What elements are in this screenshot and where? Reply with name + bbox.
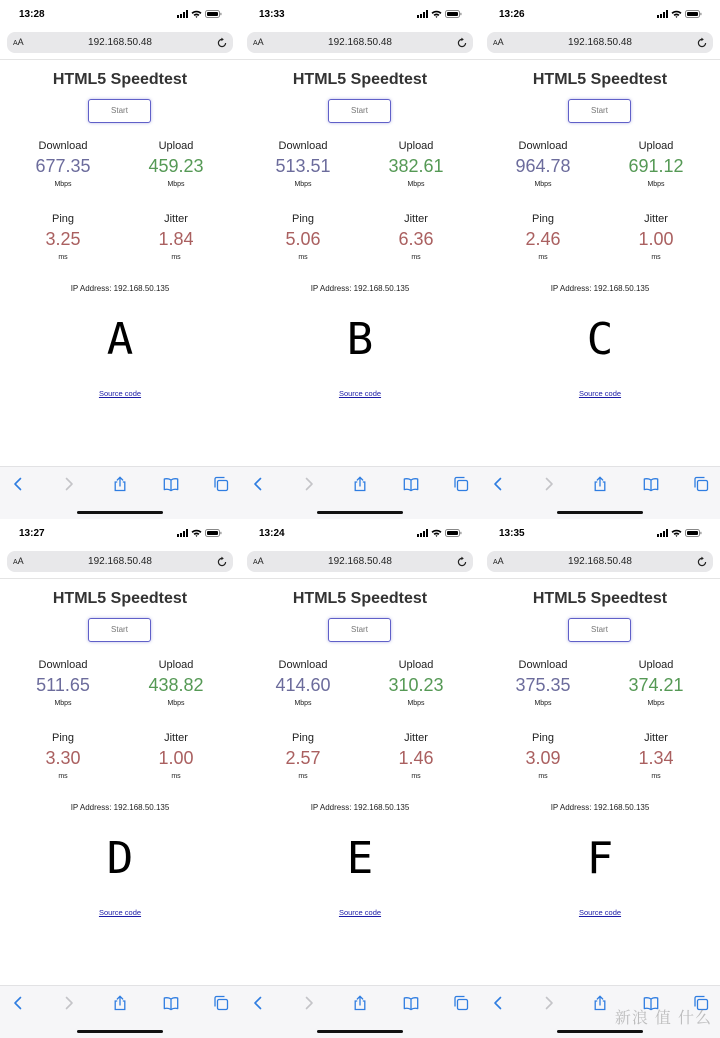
status-icons — [177, 529, 222, 537]
jitter-metric — [601, 213, 711, 262]
download-value: 964.78 — [515, 156, 571, 176]
download-value: 375.35 — [515, 675, 571, 695]
tabs-icon[interactable] — [213, 476, 229, 492]
header-divider — [480, 59, 720, 60]
status-bar — [480, 519, 720, 549]
status-icons — [417, 529, 462, 537]
download-label: Download — [518, 140, 568, 152]
url-text: 192.168.50.48 — [568, 556, 632, 567]
status-time: 13:33 — [259, 9, 285, 20]
upload-label: Upload — [638, 659, 674, 671]
signal-icon — [417, 10, 428, 18]
source-code-link[interactable]: Source code — [578, 908, 622, 917]
signal-icon — [657, 529, 668, 537]
start-button[interactable]: Start — [328, 618, 391, 642]
back-icon[interactable] — [490, 995, 506, 1011]
ping-unit: ms — [58, 773, 68, 780]
status-bar — [240, 519, 480, 549]
upload-unit: Mbps — [647, 181, 665, 188]
upload-unit: Mbps — [647, 700, 665, 707]
jitter-metric — [121, 213, 231, 262]
upload-metric — [361, 140, 471, 189]
tabs-icon[interactable] — [693, 476, 709, 492]
jitter-value: 6.36 — [398, 229, 434, 249]
status-time: 13:35 — [499, 528, 525, 539]
bookmarks-icon[interactable] — [163, 476, 179, 492]
panel-letter: F — [586, 833, 614, 884]
phone-screenshot-f — [480, 519, 720, 1038]
panel-letter: E — [346, 833, 374, 884]
upload-value: 310.23 — [388, 675, 444, 695]
ping-label: Ping — [51, 213, 75, 225]
ip-address: IP Address: 192.168.50.135 — [70, 803, 170, 812]
address-bar[interactable] — [7, 551, 233, 572]
ip-address: IP Address: 192.168.50.135 — [550, 284, 650, 293]
ping-metric — [8, 732, 118, 781]
download-unit: Mbps — [534, 181, 552, 188]
phone-screenshot-e — [240, 519, 480, 1038]
jitter-unit: ms — [411, 773, 421, 780]
page-title: HTML5 Speedtest — [532, 590, 668, 607]
battery-icon — [205, 10, 222, 18]
signal-icon — [417, 529, 428, 537]
phone-screenshot-b — [240, 0, 480, 519]
back-icon[interactable] — [250, 995, 266, 1011]
upload-value: 459.23 — [148, 156, 204, 176]
bookmarks-icon[interactable] — [643, 476, 659, 492]
url-text: 192.168.50.48 — [328, 556, 392, 567]
header-divider — [240, 59, 480, 60]
ip-address: IP Address: 192.168.50.135 — [550, 803, 650, 812]
reader-options-icon[interactable]: AA — [253, 556, 264, 566]
upload-metric — [601, 659, 711, 708]
bookmarks-icon[interactable] — [163, 995, 179, 1011]
upload-metric — [601, 140, 711, 189]
upload-value: 438.82 — [148, 675, 204, 695]
home-indicator — [317, 1030, 403, 1033]
toolbar-divider — [480, 985, 720, 986]
panel-letter: B — [346, 314, 374, 365]
download-value: 513.51 — [275, 156, 331, 176]
share-icon[interactable] — [112, 995, 128, 1011]
url-text: 192.168.50.48 — [88, 556, 152, 567]
download-unit: Mbps — [54, 181, 72, 188]
battery-icon — [685, 529, 702, 537]
back-icon[interactable] — [10, 995, 26, 1011]
upload-unit: Mbps — [167, 700, 185, 707]
jitter-unit: ms — [171, 254, 181, 261]
jitter-value: 1.84 — [158, 229, 194, 249]
header-divider — [240, 578, 480, 579]
download-metric — [248, 140, 358, 189]
reload-icon[interactable] — [696, 36, 708, 54]
ping-value: 5.06 — [285, 229, 321, 249]
download-value: 677.35 — [35, 156, 91, 176]
reload-icon[interactable] — [216, 555, 228, 573]
download-unit: Mbps — [294, 700, 312, 707]
jitter-unit: ms — [651, 773, 661, 780]
upload-metric — [121, 140, 231, 189]
address-bar[interactable] — [247, 32, 473, 53]
download-unit: Mbps — [54, 700, 72, 707]
signal-icon — [177, 529, 188, 537]
ping-label: Ping — [531, 213, 555, 225]
tabs-icon[interactable] — [213, 995, 229, 1011]
wifi-icon — [671, 10, 682, 18]
ip-address: IP Address: 192.168.50.135 — [310, 284, 410, 293]
status-icons — [417, 10, 462, 18]
ping-metric — [248, 213, 358, 262]
status-time: 13:24 — [259, 528, 285, 539]
upload-unit: Mbps — [407, 181, 425, 188]
upload-value: 382.61 — [388, 156, 444, 176]
toolbar-divider — [240, 466, 480, 467]
ping-label: Ping — [291, 732, 315, 744]
reload-icon[interactable] — [216, 36, 228, 54]
battery-icon — [445, 10, 462, 18]
url-text: 192.168.50.48 — [568, 37, 632, 48]
upload-metric — [361, 659, 471, 708]
status-bar — [240, 0, 480, 30]
ping-unit: ms — [298, 773, 308, 780]
panel-letter: A — [106, 314, 134, 365]
address-bar[interactable] — [487, 32, 713, 53]
jitter-label: Jitter — [644, 213, 668, 225]
header-divider — [0, 59, 240, 60]
home-indicator — [77, 1030, 163, 1033]
download-label: Download — [278, 659, 328, 671]
download-label: Download — [38, 140, 88, 152]
status-time: 13:27 — [19, 528, 45, 539]
download-unit: Mbps — [294, 181, 312, 188]
address-bar[interactable] — [487, 551, 713, 572]
panel-letter: D — [106, 833, 134, 884]
forward-icon[interactable] — [301, 476, 317, 492]
ping-unit: ms — [298, 254, 308, 261]
status-bar — [0, 0, 240, 30]
reader-options-icon[interactable]: AA — [493, 556, 504, 566]
ping-metric — [488, 213, 598, 262]
toolbar-divider — [0, 985, 240, 986]
phone-screenshot-d — [0, 519, 240, 1038]
start-button[interactable]: Start — [568, 99, 631, 123]
ping-metric — [8, 213, 118, 262]
page-title: HTML5 Speedtest — [292, 71, 428, 88]
wifi-icon — [671, 529, 682, 537]
reload-icon[interactable] — [456, 555, 468, 573]
signal-icon — [657, 10, 668, 18]
upload-unit: Mbps — [167, 181, 185, 188]
battery-icon — [685, 10, 702, 18]
ping-value: 3.25 — [45, 229, 81, 249]
ping-unit: ms — [538, 254, 548, 261]
status-bar — [480, 0, 720, 30]
status-icons — [657, 10, 702, 18]
start-button[interactable]: Start — [328, 99, 391, 123]
status-time: 13:26 — [499, 9, 525, 20]
reload-icon[interactable] — [456, 36, 468, 54]
jitter-value: 1.00 — [158, 748, 194, 768]
source-code-link[interactable]: Source code — [338, 908, 382, 917]
panel-letter: C — [586, 314, 614, 365]
wifi-icon — [431, 529, 442, 537]
jitter-unit: ms — [171, 773, 181, 780]
download-label: Download — [518, 659, 568, 671]
jitter-label: Jitter — [404, 213, 428, 225]
forward-icon[interactable] — [301, 995, 317, 1011]
jitter-metric — [361, 732, 471, 781]
status-icons — [177, 10, 222, 18]
home-indicator — [557, 1030, 643, 1033]
jitter-metric — [361, 213, 471, 262]
share-icon[interactable] — [352, 995, 368, 1011]
page-title: HTML5 Speedtest — [292, 590, 428, 607]
back-icon[interactable] — [250, 476, 266, 492]
jitter-label: Jitter — [644, 732, 668, 744]
status-bar — [0, 519, 240, 549]
jitter-label: Jitter — [404, 732, 428, 744]
page-title: HTML5 Speedtest — [52, 71, 188, 88]
reader-options-icon[interactable]: AA — [253, 37, 264, 47]
address-bar[interactable] — [7, 32, 233, 53]
page-title: HTML5 Speedtest — [52, 590, 188, 607]
start-button[interactable]: Start — [88, 618, 151, 642]
status-time: 13:28 — [19, 9, 45, 20]
upload-unit: Mbps — [407, 700, 425, 707]
forward-icon[interactable] — [541, 995, 557, 1011]
wifi-icon — [431, 10, 442, 18]
reader-options-icon[interactable]: AA — [493, 37, 504, 47]
reload-icon[interactable] — [696, 555, 708, 573]
download-value: 414.60 — [275, 675, 331, 695]
download-value: 511.65 — [36, 675, 90, 695]
home-indicator — [557, 511, 643, 514]
toolbar-divider — [0, 466, 240, 467]
header-divider — [0, 578, 240, 579]
ping-value: 2.46 — [525, 229, 561, 249]
ping-metric — [488, 732, 598, 781]
ip-address: IP Address: 192.168.50.135 — [310, 803, 410, 812]
forward-icon[interactable] — [61, 476, 77, 492]
share-icon[interactable] — [592, 476, 608, 492]
jitter-value: 1.00 — [638, 229, 674, 249]
ping-label: Ping — [51, 732, 75, 744]
jitter-metric — [121, 732, 231, 781]
signal-icon — [177, 10, 188, 18]
upload-label: Upload — [398, 659, 434, 671]
ping-label: Ping — [531, 732, 555, 744]
ping-label: Ping — [291, 213, 315, 225]
jitter-label: Jitter — [164, 213, 188, 225]
ping-unit: ms — [538, 773, 548, 780]
toolbar-divider — [240, 985, 480, 986]
ping-unit: ms — [58, 254, 68, 261]
download-metric — [8, 659, 118, 708]
tabs-icon[interactable] — [453, 476, 469, 492]
back-icon[interactable] — [10, 476, 26, 492]
download-label: Download — [38, 659, 88, 671]
ping-value: 3.09 — [525, 748, 561, 768]
download-metric — [488, 659, 598, 708]
reader-options-icon[interactable]: AA — [13, 556, 24, 566]
ip-address: IP Address: 192.168.50.135 — [70, 284, 170, 293]
back-icon[interactable] — [490, 476, 506, 492]
download-metric — [248, 659, 358, 708]
jitter-label: Jitter — [164, 732, 188, 744]
reader-options-icon[interactable]: AA — [13, 37, 24, 47]
share-icon[interactable] — [592, 995, 608, 1011]
page-title: HTML5 Speedtest — [532, 71, 668, 88]
upload-label: Upload — [158, 659, 194, 671]
download-unit: Mbps — [534, 700, 552, 707]
wifi-icon — [191, 529, 202, 537]
ping-metric — [248, 732, 358, 781]
start-button[interactable]: Start — [88, 99, 151, 123]
bookmarks-icon[interactable] — [403, 995, 419, 1011]
jitter-metric — [601, 732, 711, 781]
download-metric — [488, 140, 598, 189]
home-indicator — [77, 511, 163, 514]
upload-value: 691.12 — [628, 156, 684, 176]
download-label: Download — [278, 140, 328, 152]
ping-value: 3.30 — [45, 748, 81, 768]
battery-icon — [445, 529, 462, 537]
source-code-link[interactable]: Source code — [98, 389, 142, 398]
ping-value: 2.57 — [285, 748, 321, 768]
phone-screenshot-a — [0, 0, 240, 519]
source-code-link[interactable]: Source code — [578, 389, 622, 398]
jitter-unit: ms — [411, 254, 421, 261]
address-bar[interactable] — [247, 551, 473, 572]
forward-icon[interactable] — [61, 995, 77, 1011]
forward-icon[interactable] — [541, 476, 557, 492]
upload-metric — [121, 659, 231, 708]
home-indicator — [317, 511, 403, 514]
url-text: 192.168.50.48 — [328, 37, 392, 48]
status-icons — [657, 529, 702, 537]
source-code-link[interactable]: Source code — [338, 389, 382, 398]
phone-screenshot-c — [480, 0, 720, 519]
share-icon[interactable] — [112, 476, 128, 492]
start-button[interactable]: Start — [568, 618, 631, 642]
upload-value: 374.21 — [628, 675, 684, 695]
battery-icon — [205, 529, 222, 537]
jitter-value: 1.46 — [398, 748, 434, 768]
upload-label: Upload — [398, 140, 434, 152]
url-text: 192.168.50.48 — [88, 37, 152, 48]
upload-label: Upload — [638, 140, 674, 152]
bookmarks-icon[interactable] — [403, 476, 419, 492]
toolbar-divider — [480, 466, 720, 467]
jitter-value: 1.34 — [638, 748, 674, 768]
upload-label: Upload — [158, 140, 194, 152]
share-icon[interactable] — [352, 476, 368, 492]
tabs-icon[interactable] — [453, 995, 469, 1011]
source-code-link[interactable]: Source code — [98, 908, 142, 917]
wifi-icon — [191, 10, 202, 18]
watermark: 新浪 值 什么 — [614, 1008, 712, 1027]
jitter-unit: ms — [651, 254, 661, 261]
download-metric — [8, 140, 118, 189]
header-divider — [480, 578, 720, 579]
